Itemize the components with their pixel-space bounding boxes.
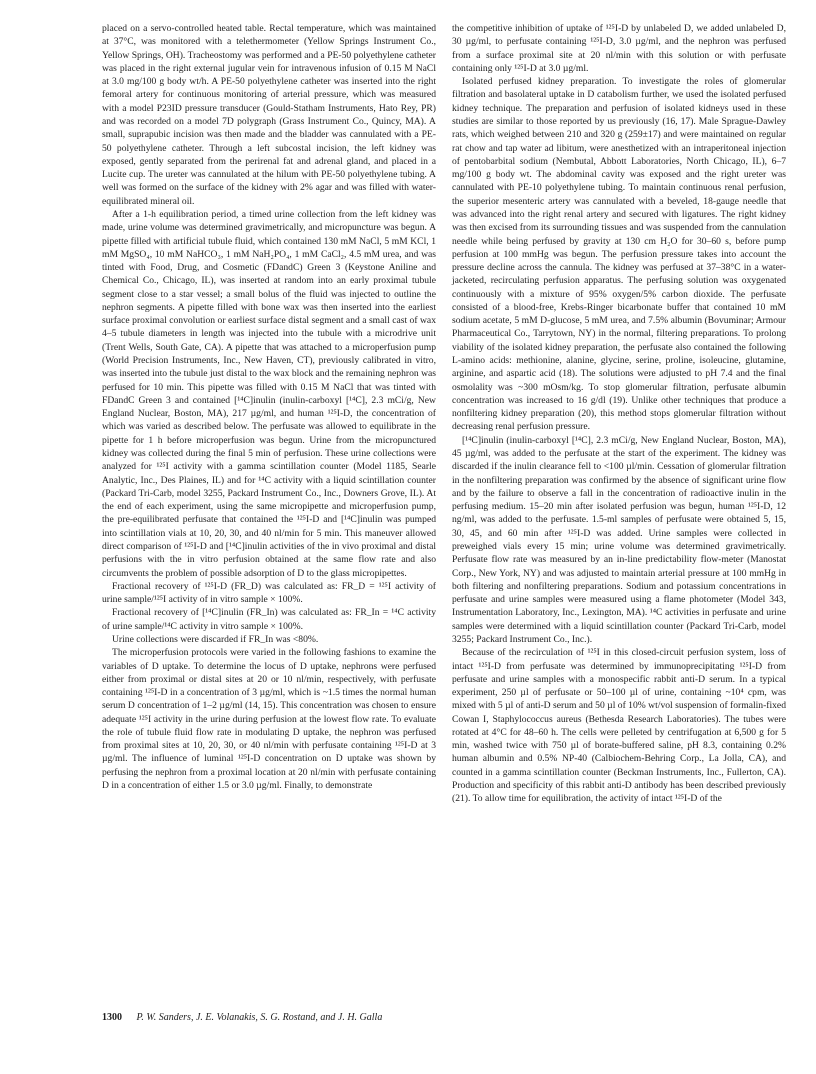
page-footer xyxy=(102,1011,702,1025)
right-column xyxy=(452,22,786,806)
paragraph: The microperfusion protocols were varied in the following fashions to examine the variables of D uptake. To determine the locus of D uptake, nephrons were perfused either from proximal or distal sites at 20 or 10 nl/min, respectively, with perfusate containing ¹²⁵I-D in a concentration of 3 µg/ml, which is ~1.5 times the normal human serum D concentration of 1–2 µg/ml (14, 15). This concentration was chosen to ensure adequate ¹²⁵I activity in the urine during perfusion at the lowest flow rate. To evaluate the role of tubule fluid flow rate in modulating D uptake, the nephron was perfused from proximal sites at 10, 20, 30, or 40 nl/min with perfusate containing ¹²⁵I-D at 3 µg/ml. The influence of luminal ¹²⁵I-D concentration on D uptake was shown by perfusing the nephron from a proximal location at 20 nl/min with perfusate containing D in a concentration of either 1.5 or 3.0 µg/ml. Finally, to demonstrate xyxy=(102,647,436,792)
paragraph: the competitive inhibition of uptake of ¹²⁵I-D by unlabeled D, we added unlabeled D, 30 µg/ml, to perfusate containing ¹²⁵I-D, 3.0 µg/ml, and the nephron was perfused from a surface proximal site at 20 nl/min with this solution or with perfusate containing only ¹²⁵I-D at 3.0 µg/ml. xyxy=(452,23,786,74)
left-column xyxy=(102,22,436,792)
paragraph: [¹⁴C]inulin (inulin-carboxyl [¹⁴C], 2.3 mCi/g, New England Nuclear, Boston, MA), 45 µg/ml, was added to the perfusate at the start of the experiment. The kidney was discarded if the inulin clearance fell to <100 µl/min. Cessation of glomerular filtration in the nonfiltering preparation was confirmed by the absence of significant urine flow and by the failure to observe a fall in the concentration of radioactive inulin in the perfusing medium. 15–20 min after isolated perfusion was begun, human ¹²⁵I-D, 12 ng/ml, was added to the perfusate. 1.5-ml samples of perfusate were obtained 5, 15, 30, 45, and 60 min after ¹²⁵I-D was added. Urine samples were collected in preweighed vials every 15 min; urine volume was determined gravimetrically. Perfusate flow rate was measured by an in-line predictability flow-meter (Manostat Corp., New York, NY) and was adjusted to maintain arterial pressure at 100 mmHg in both filtering and nonfiltering preparations. Sodium and potassium concentrations in perfusate and urine samples were measured using a flame photometer (Model 343, Instrumentation Laboratory, Inc., Lexington, MA). ¹⁴C activities in perfusate and urine samples were determined with a liquid scintillation counter (Packard Tri-Carb, model 3255; Packard Instrument Co., Inc.). xyxy=(452,434,786,645)
paragraph: Because of the recirculation of ¹²⁵I in this closed-circuit perfusion system, loss of intact ¹²⁵I-D from perfusate was determined by immunoprecipitating ¹²⁵I-D from perfusate and urine samples with a monospecific rabbit anti-D serum. In a typical experiment, 250 µl of perfusate or 50–100 µl of urine, containing ~10⁴ cpm, was mixed with 5 µl of anti-D serum and 50 µl of 10% wt/vol suspension of formalin-fixed Cowan I, Staphylococcus aureus (Bethesda Research Laboratories). The tubes were rotated at 4°C for 48–60 h. The cells were pelleted by centrifugation at 6,500 g for 5 min, washed twice with 750 µl of borate-buffered saline, pH 8.3, containing 0.2% human albumin and 0.5% NP-40 (Calbiochem-Behring Corp., La Jolla, CA), and counted in a gamma scintillation counter (Beckman Instruments, Inc., Fullerton, CA). Production and specificity of this rabbit anti-D antibody has been described previously (21). To allow time for equilibration, the activity of intact ¹²⁵I-D of the xyxy=(452,647,786,805)
paragraph: Isolated perfused kidney preparation. To investigate the roles of glomerular filtration and basolateral uptake in D catabolism further, we used the isolated perfused kidney technique. The preparation and perfusion of isolated kidneys used in these studies are similar to those reported by us previously (16, 17). Male Sprague-Dawley rats, which weighed between 210 and 320 g (259±17) and were maintained on regular rat chow and tap water ad libitum, were anesthetized with an intraperitoneal injection of pentobarbital sodium (Nembutal, Abbott Laboratories, North Chicago, IL), 6–7 mg/100 g body wt. The abdominal cavity was exposed and the right ureter was cannulated with PE-10 polyethylene tubing. To maintain continuous renal perfusion, the superior mesenteric artery was cannulated with a beveled, 18-gauge needle that was advanced into the right renal artery and secured with ligatures. The right kidney was then excised from its surrounding tissues and was suspended from the cannulation needle while being perfused by gravity at 130 cm H₂O for 30–60 s, before pump perfusion at 100 mmHg was begun. The perfusion pressure takes into account the pressure decline across the cannula. The kidney was perfused at 37–38°C in a water-jacketed, recirculating perfusion apparatus. The perfusing solution was oxygenated continuously with a mixture of 95% oxygen/5% carbon dioxide. The perfusate consisted of a blood-free, Krebs-Ringer bicarbonate buffer that contained 10 mM sodium acetate, 5 mM D-glucose, 5 mM urea, and 7.5% albumin (Bovuminar; Armour Pharmaceutical Co., Tarrytown, NY) in the normal, filtering preparations. To prolong viability of the isolated kidney preparation, the perfusate also contained the following L-amino acids: methionine, alanine, glycine, serine, proline, isoleucine, glutamine, arginine, and aspartic acid (18). The solutions were adjusted to pH 7.4 and the final osmolality was ~300 mOsm/kg. To stop glomerular filtration, perfusate albumin concentration was increased to 16 g/dl (19). Unlike other techniques that produce a nonfiltering kidney preparation (20), this method stops glomerular filtration without decreasing renal perfusion pressure. xyxy=(452,76,786,433)
paragraph: Fractional recovery of [¹⁴C]inulin (FR_In) was calculated as: FR_In = ¹⁴C activity of urine sample/¹⁴C activity in vitro sample × 100%. xyxy=(102,607,436,632)
paragraph: Urine collections were discarded if FR_In was <80%. xyxy=(112,633,319,645)
paragraph: After a 1-h equilibration period, a timed urine collection from the left kidney was made, urine volume was determined gravimetrically, and micropuncture was begun. A pipette filled with artificial tubule fluid, which contained 130 mM NaCl, 5 mM KCl, 1 mM MgSO₄, 10 mM NaHCO₃, 1 mM NaH₂PO₄, 1 mM CaCl₂, 4.5 mM urea, and was tinted with Food, Drug, and Cosmetic (FDandC) Green 3 (Keystone Aniline and Chemical Co., Chicago, IL), was inserted at random into an early proximal tubule segment close to a star vessel; a small bolus of the fluid was injected to outline the nephron segments. A pipette filled with bone wax was then inserted into the earliest surface proximal convolution or earliest surface distal segment and a small cast of wax 4–5 tubule diameters in length was injected into the tubule with a microdrive unit (Trent Wells, South Gate, CA). A pipette that was attached to a microperfusion pump (World Precision Instruments, Inc., New Haven, CT), previously calibrated in vitro, was inserted into the tubule just distal to the wax block and the remaining nephron was perfused for 10 min. This pipette was filled with 0.15 M NaCl that was tinted with FDandC Green 3 and contained [¹⁴C]inulin (inulin-carboxyl [¹⁴C], 2.3 mCi/g, New England Nuclear, Boston, MA), 217 µg/ml, and human ¹²⁵I-D, the concentration of which was varied as described below. The perfusate was allowed to equilibrate in the pipette for 1 h before microperfusion was begun. Urine from the micropunctured kidney was collected during the final 5 min of perfusion. These urine collections were analyzed for ¹²⁵I activity with a gamma scintillation counter (Model 1185, Searle Analytic, Inc., Des Plaines, IL) and for ¹⁴C activity with a liquid scintillation counter (Packard Tri-Carb, model 3255, Packard Instrument Co., Inc., Downers Grove, IL). At the end of each experiment, using the same micropipette and microperfusion pump, the pre-equilibrated perfusate that contained the ¹²⁵I-D and [¹⁴C]inulin was pumped into scintillation vials at 10, 20, 30, and 40 nl/min for 5 min. This maneuver allowed direct comparison of ¹²⁵I-D and [¹⁴C]inulin activities of the in vivo proximal and distal perfusions with the in vitro perfusion obtained at the same flow rate and also circumvents the problem of possible adsorption of D to the glass micropipettes. xyxy=(102,208,436,579)
paragraph: Fractional recovery of ¹²⁵I-D (FR_D) was calculated as: FR_D = ¹²⁵I activity of urine sample/¹²⁵I activity of in vitro sample × 100%. xyxy=(102,580,436,606)
paragraph: placed on a servo-controlled heated table. Rectal temperature, which was maintained at 37°C, was monitored with a telethermometer (Yellow Springs Instrument Co., Yellow Springs, OH). Tracheostomy was performed and a PE-50 polyethylene catheter was placed in the right external jugular vein for intravenous infusion of 0.15 M NaCl at 3.0 mg/100 g body wt/h. A PE-50 polyethylene catheter was inserted into the right femoral artery for continuous monitoring of arterial pressure, which was measured with a model P23ID pressure transducer (Gould-Statham Instruments, Hato Rey, PR) and was recorded on a model 7D polygraph (Grass Instrument Co., Quincy, MA). A small, suprapubic incision was then made and the bladder was cannulated with a PE-50 polyethylene catheter. Through a left subcostal incision, the left kidney was exposed, gently separated from the perirenal fat and adrenal gland, and placed in a Lucite cup. The ureter was cannulated at the hilum with PE-50 polyethylene tubing. A well was formed on the surface of the kidney with 2% agar and was filled with water-equilibrated mineral oil. xyxy=(102,23,436,207)
running-authors: P. W. Sanders, J. E. Volanakis, S. G. Rostand, and J. H. Galla xyxy=(136,1012,383,1023)
page-number: 1300 xyxy=(102,1012,122,1023)
